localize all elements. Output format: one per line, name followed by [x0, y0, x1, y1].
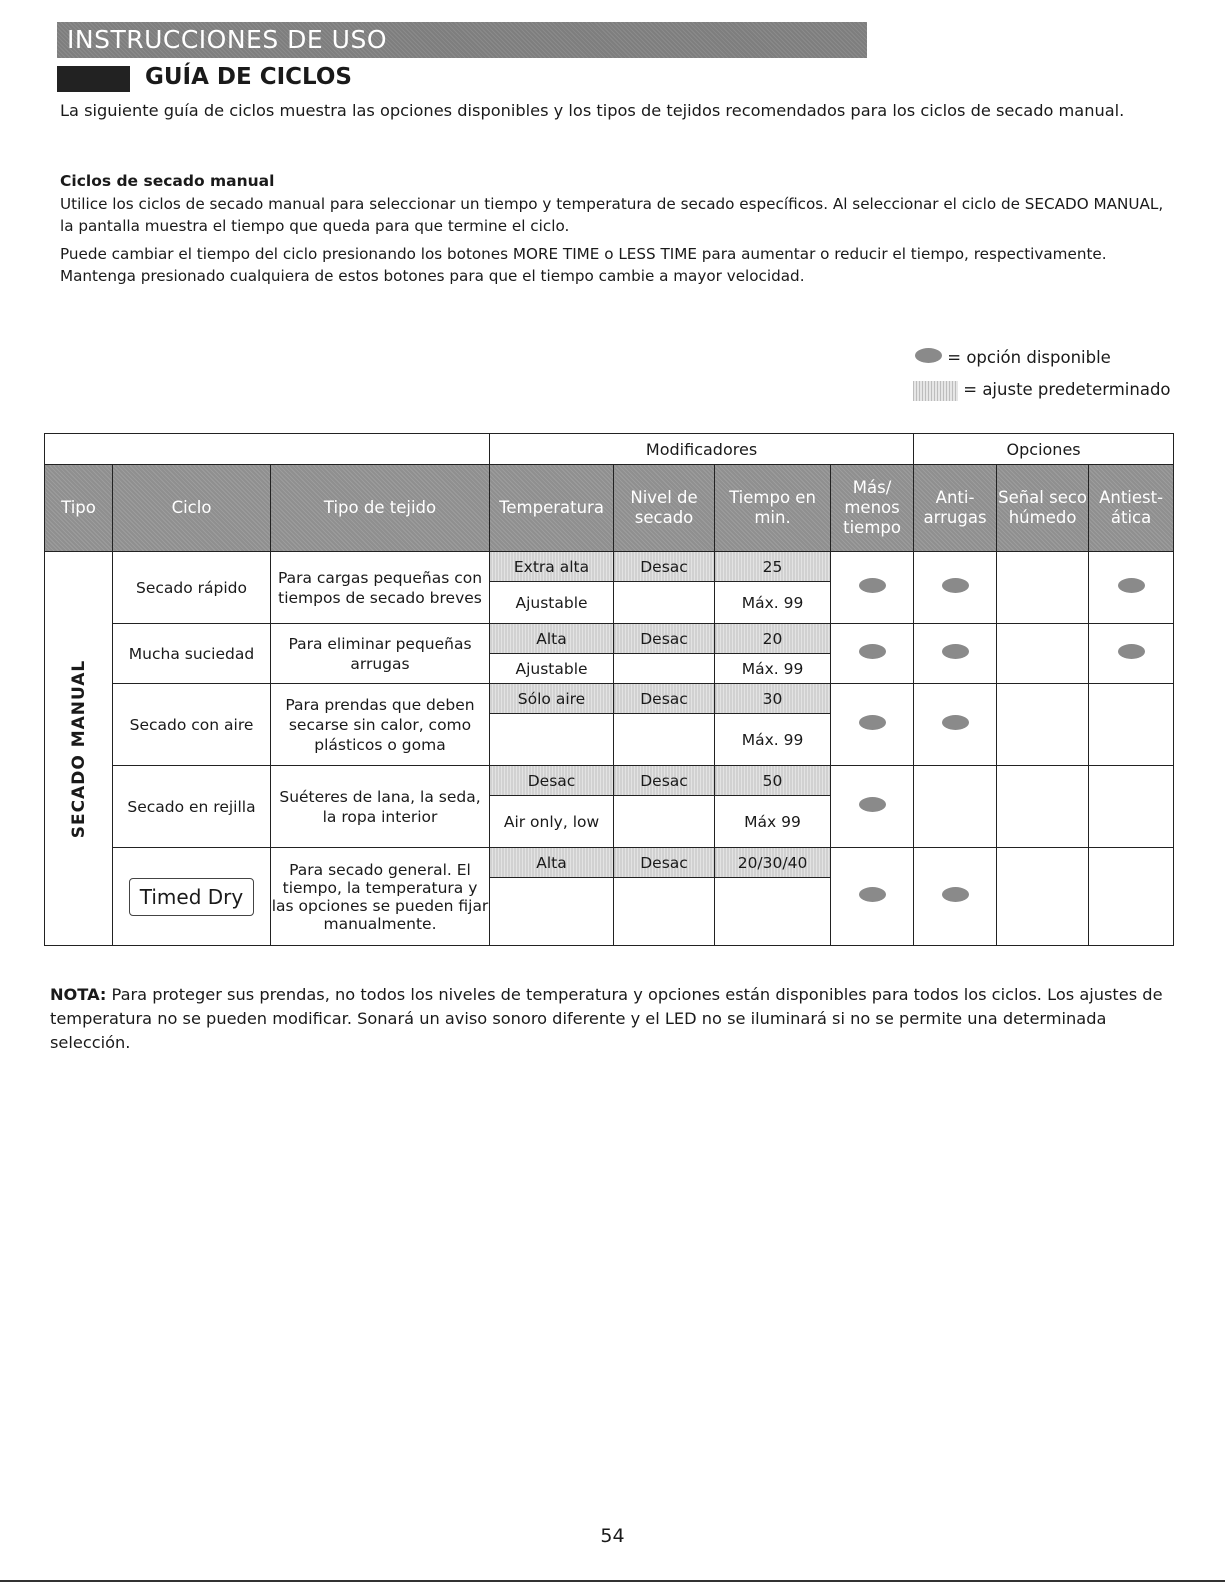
page-number: 54	[600, 1525, 625, 1547]
temp-alt: Air only, low	[490, 796, 614, 848]
temp-default: Extra alta	[490, 552, 614, 582]
legend-default-label: = ajuste predeterminado	[963, 380, 1171, 399]
fabric-cell: Para eliminar pequeñas arrugas	[271, 624, 490, 684]
opt-cell-4-2	[997, 848, 1089, 946]
opt-cell-3-1	[914, 766, 997, 848]
col-tiempo: Tiempo en min.	[715, 465, 831, 552]
legend-default	[913, 380, 1171, 401]
note-label: NOTA:	[50, 985, 107, 1004]
bottom-rule	[0, 1580, 1225, 1582]
section-banner	[57, 22, 867, 58]
table-row	[45, 766, 1174, 796]
table-row	[45, 684, 1174, 714]
time-alt: Máx. 99	[715, 582, 831, 624]
opt-cell-3-2	[997, 766, 1089, 848]
col-ciclo: Ciclo	[113, 465, 271, 552]
timed-dry-label: Timed Dry	[129, 878, 254, 916]
option-available-dot-icon	[942, 715, 969, 730]
option-available-dot-icon	[859, 578, 886, 593]
option-available-dot-icon	[942, 887, 969, 902]
col-senal: Señal seco húmedo	[997, 465, 1089, 552]
col-mas-menos: Más/ menos tiempo	[831, 465, 914, 552]
opt-cell-4-1	[914, 848, 997, 946]
level-default: Desac	[614, 552, 715, 582]
time-default: 20	[715, 624, 831, 654]
heading-marker	[57, 66, 130, 92]
paragraph-2: Puede cambiar el tiempo del ciclo presionando los botones MORE TIME o LESS TIME para aumentar o reducir el tiempo, respectivamente. Mantenga presionado cualquiera de estos botones para que el tiempo cambie a mayor velocidad.	[60, 245, 1107, 285]
legend-available-label: = opción disponible	[947, 348, 1111, 367]
opt-cell-3-0	[831, 766, 914, 848]
temp-default: Alta	[490, 624, 614, 654]
time-alt: Máx 99	[715, 796, 831, 848]
opt-cell-0-3	[1089, 552, 1174, 624]
group-modificadores: Modificadores	[490, 434, 914, 465]
cycle-cell: Secado con aire	[113, 684, 271, 766]
option-available-dot-icon	[859, 797, 886, 812]
col-nivel-secado: Nivel de secado	[614, 465, 715, 552]
level-alt	[614, 796, 715, 848]
time-default: 30	[715, 684, 831, 714]
cycle-cell: Mucha suciedad	[113, 624, 271, 684]
available-dot-icon	[915, 348, 942, 363]
opt-cell-1-1	[914, 624, 997, 684]
note	[50, 983, 1190, 1055]
legend-available	[915, 348, 1111, 367]
time-alt: Máx. 99	[715, 714, 831, 766]
opt-cell-1-2	[997, 624, 1089, 684]
time-default: 50	[715, 766, 831, 796]
col-tipo-tejido: Tipo de tejido	[271, 465, 490, 552]
fabric-cell: Para secado general. El tiempo, la temperatura y las opciones se pueden fijar manualmente.	[271, 848, 490, 946]
opt-cell-4-0	[831, 848, 914, 946]
option-available-dot-icon	[859, 715, 886, 730]
temp-default: Alta	[490, 848, 614, 878]
level-default: Desac	[614, 624, 715, 654]
temp-alt	[490, 878, 614, 946]
table-row	[45, 624, 1174, 654]
table-row	[45, 848, 1174, 878]
note-text: Para proteger sus prendas, no todos los niveles de temperatura y opciones están disponibles para todos los ciclos. Los ajustes de temperatura no se pueden modificar. Sonará un aviso sonoro diferente y el LED no se iluminará si no se permite una determinada selección.	[50, 985, 1163, 1052]
col-temperatura: Temperatura	[490, 465, 614, 552]
cycle-cell	[113, 848, 271, 946]
option-available-dot-icon	[1118, 578, 1145, 593]
level-alt	[614, 582, 715, 624]
time-alt: Máx. 99	[715, 654, 831, 684]
type-cell	[45, 552, 113, 946]
cycle-cell: Secado rápido	[113, 552, 271, 624]
level-default: Desac	[614, 766, 715, 796]
table-row	[45, 552, 1174, 582]
fabric-cell: Suéteres de lana, la seda, la ropa interior	[271, 766, 490, 848]
group-opciones: Opciones	[914, 434, 1174, 465]
page-heading: GUÍA DE CICLOS	[145, 64, 352, 90]
level-alt	[614, 878, 715, 946]
banner-title: INSTRUCCIONES DE USO	[67, 25, 387, 54]
fabric-cell: Para cargas pequeñas con tiempos de secado breves	[271, 552, 490, 624]
option-available-dot-icon	[942, 644, 969, 659]
temp-alt	[490, 714, 614, 766]
time-alt	[715, 878, 831, 946]
col-antiarrugas: Anti- arrugas	[914, 465, 997, 552]
opt-cell-1-3	[1089, 624, 1174, 684]
temp-alt: Ajustable	[490, 582, 614, 624]
fabric-cell: Para prendas que deben secarse sin calor, como plásticos o goma	[271, 684, 490, 766]
default-hatch-icon	[913, 381, 958, 401]
col-tipo: Tipo	[45, 465, 113, 552]
opt-cell-2-1	[914, 684, 997, 766]
time-default: 20/30/40	[715, 848, 831, 878]
level-default: Desac	[614, 684, 715, 714]
option-available-dot-icon	[859, 887, 886, 902]
level-alt	[614, 654, 715, 684]
opt-cell-2-2	[997, 684, 1089, 766]
temp-alt: Ajustable	[490, 654, 614, 684]
option-available-dot-icon	[942, 578, 969, 593]
intro-text: La siguiente guía de ciclos muestra las opciones disponibles y los tipos de tejidos recomendados para los ciclos de secado manual.	[60, 101, 1125, 120]
section-title: Ciclos de secado manual	[60, 172, 275, 190]
col-antiestatica: Antiest- ática	[1089, 465, 1174, 552]
time-default: 25	[715, 552, 831, 582]
opt-cell-2-3	[1089, 684, 1174, 766]
level-alt	[614, 714, 715, 766]
type-label: SECADO MANUAL	[68, 659, 89, 838]
opt-cell-3-3	[1089, 766, 1174, 848]
cycle-guide-table	[44, 433, 1174, 946]
temp-default: Desac	[490, 766, 614, 796]
option-available-dot-icon	[859, 644, 886, 659]
temp-default: Sólo aire	[490, 684, 614, 714]
header-blank	[45, 434, 490, 465]
opt-cell-0-2	[997, 552, 1089, 624]
opt-cell-0-0	[831, 552, 914, 624]
opt-cell-1-0	[831, 624, 914, 684]
opt-cell-4-3	[1089, 848, 1174, 946]
paragraph-1: Utilice los ciclos de secado manual para seleccionar un tiempo y temperatura de secado específicos. Al seleccionar el ciclo de SECADO MANUAL, la pantalla muestra el tiempo que queda para que termine el ciclo.	[60, 195, 1164, 235]
opt-cell-0-1	[914, 552, 997, 624]
level-default: Desac	[614, 848, 715, 878]
cycle-cell: Secado en rejilla	[113, 766, 271, 848]
opt-cell-2-0	[831, 684, 914, 766]
option-available-dot-icon	[1118, 644, 1145, 659]
